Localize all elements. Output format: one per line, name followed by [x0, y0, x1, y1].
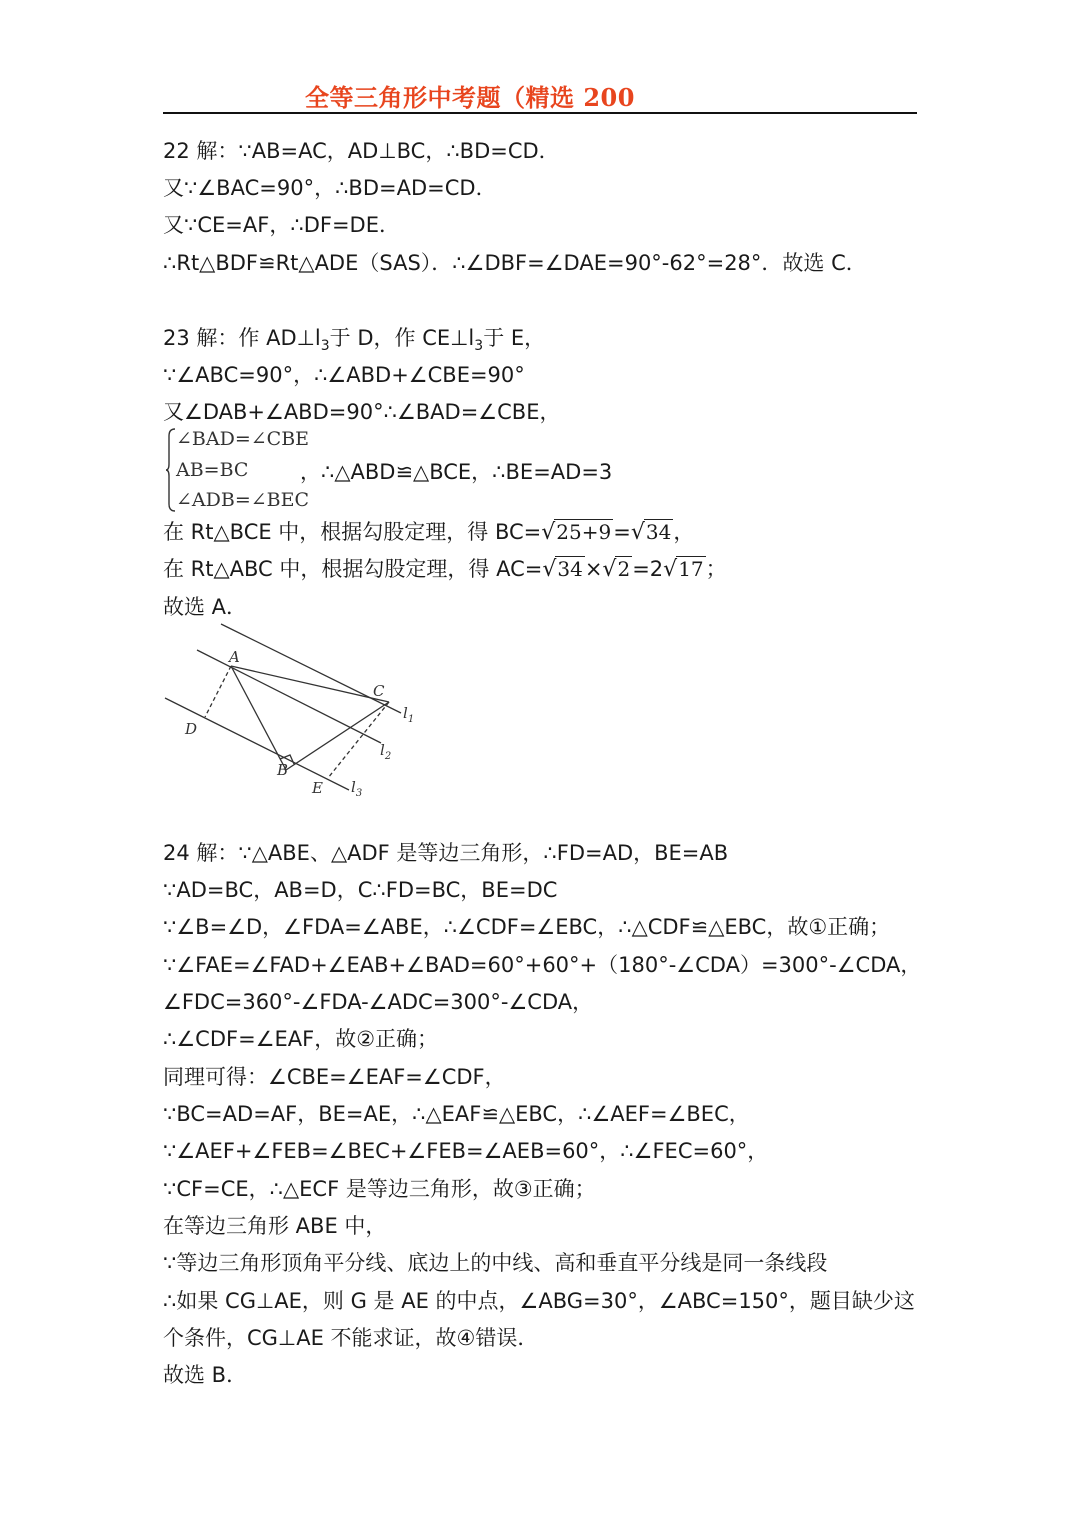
label-l2: $l_2$: [380, 741, 392, 762]
q24-line-11: 在等边三角形 ABE 中，: [163, 1214, 387, 1238]
segment-CE: [328, 702, 392, 778]
q23-line-1: 23 解：作 $AD\perp l_3$于 D，作 $CE\perp l_3$于 E，: [163, 326, 546, 355]
q24-line-14: 个条件，CG⊥AE 不能求证，故④错误．: [163, 1326, 539, 1350]
geometry-figure: [163, 618, 423, 800]
q24-line-9: ∵∠AEF+∠FEB=∠BEC+∠FEB=∠AEB=60°，∴∠FEC=60°，: [163, 1139, 769, 1163]
label-A: A: [229, 648, 240, 666]
q23-line-2: ∵∠ABC=90°，∴∠ABD+∠CBE=90°: [163, 363, 525, 387]
q24-line-3: ∵∠B=∠D，∠FDA=∠ABE，∴∠CDF=∠EBC，∴△CDF≌△EBC，故①正确；: [163, 915, 891, 939]
segment-AD: [205, 666, 231, 717]
q24-line-12: ∵等边三角形顶角平分线、底边上的中线、高和垂直平分线是同一条线段: [163, 1251, 828, 1275]
sqrt-expression: √25+9: [541, 520, 612, 545]
q24-line-15: 故选 B．: [163, 1363, 248, 1387]
q22-line-1: 22 解：∵AB=AC，AD⊥BC，∴BD=CD．: [163, 139, 560, 163]
q24-line-5: ∠FDC=360°-∠FDA-∠ADC=300°-∠CDA，: [163, 990, 594, 1014]
q23-line-7: 故选 A．: [163, 595, 248, 619]
sqrt-expression: √2: [602, 557, 631, 582]
q24-line-6: ∴∠CDF=∠EAF，故②正确；: [163, 1027, 439, 1051]
system-conclusion: ，∴△ABD≌△BCE，∴BE=AD=3: [300, 460, 613, 484]
sqrt-expression: √17: [663, 557, 704, 582]
segment-BC: [286, 702, 392, 770]
system-brace: [166, 428, 176, 512]
label-l1: $l_1$: [403, 704, 415, 725]
sqrt-expression: √34: [542, 557, 583, 582]
q22-line-2: 又∵∠BAC=90°，∴BD=AD=CD．: [163, 176, 497, 200]
q22-line-4: ∴Rt△BDF≌Rt△ADE（SAS）．∴∠DBF=∠DAE=90°-62°=28°．故选 C．: [163, 251, 867, 275]
label-B: B: [277, 761, 289, 779]
q24-line-2: ∵AD=BC，AB=D，C∴FD=BC，BE=DC: [163, 878, 558, 902]
line-l3: [165, 698, 349, 790]
line-l2: [197, 650, 381, 743]
q24-line-8: ∵BC=AD=AF，BE=AE，∴△EAF≌△EBC，∴∠AEF=∠BEC，: [163, 1102, 750, 1126]
system-row-3: ∠ADB=∠BEC: [176, 489, 310, 511]
q24-line-7: 同理可得：∠CBE=∠EAF=∠CDF，: [163, 1065, 506, 1089]
q23-line-3: 又∠DAB+∠ABD=90°∴∠BAD=∠CBE，: [163, 400, 561, 424]
q23-line-6: 在 Rt△ABC 中，根据勾股定理，得 AC=√34×√2=2√17；: [163, 557, 727, 582]
segment-AC: [231, 666, 389, 702]
q24-line-1: 24 解：∵△ABE、△ADF 是等边三角形，∴FD=AD，BE=AB: [163, 841, 729, 865]
page-title: 全等三角形中考题（精选 200: [305, 83, 635, 112]
label-C: C: [373, 682, 385, 700]
label-E: E: [312, 779, 323, 797]
q24-line-10: ∵CF=CE，∴△ECF 是等边三角形，故③正确；: [163, 1177, 596, 1201]
q22-line-3: 又∵CE=AF，∴DF=DE．: [163, 213, 400, 237]
q24-line-13: ∴如果 CG⊥AE，则 G 是 AE 的中点，∠ABG=30°，∠ABC=150°，题目缺少这: [163, 1289, 915, 1313]
header-rule: [163, 112, 917, 114]
label-D: D: [185, 720, 198, 738]
system-row-2: AB=BC: [176, 459, 249, 481]
q24-line-4: ∵∠FAE=∠FAD+∠EAB+∠BAD=60°+60°+（180°-∠CDA）=300°-∠CDA，: [163, 953, 922, 977]
system-row-1: ∠BAD=∠CBE: [176, 428, 310, 450]
sqrt-expression: √34: [630, 520, 672, 545]
q23-line-5: 在 Rt△BCE 中，根据勾股定理，得 BC=√25+9=√34，: [163, 520, 695, 545]
label-l3: $l_3$: [351, 778, 363, 799]
